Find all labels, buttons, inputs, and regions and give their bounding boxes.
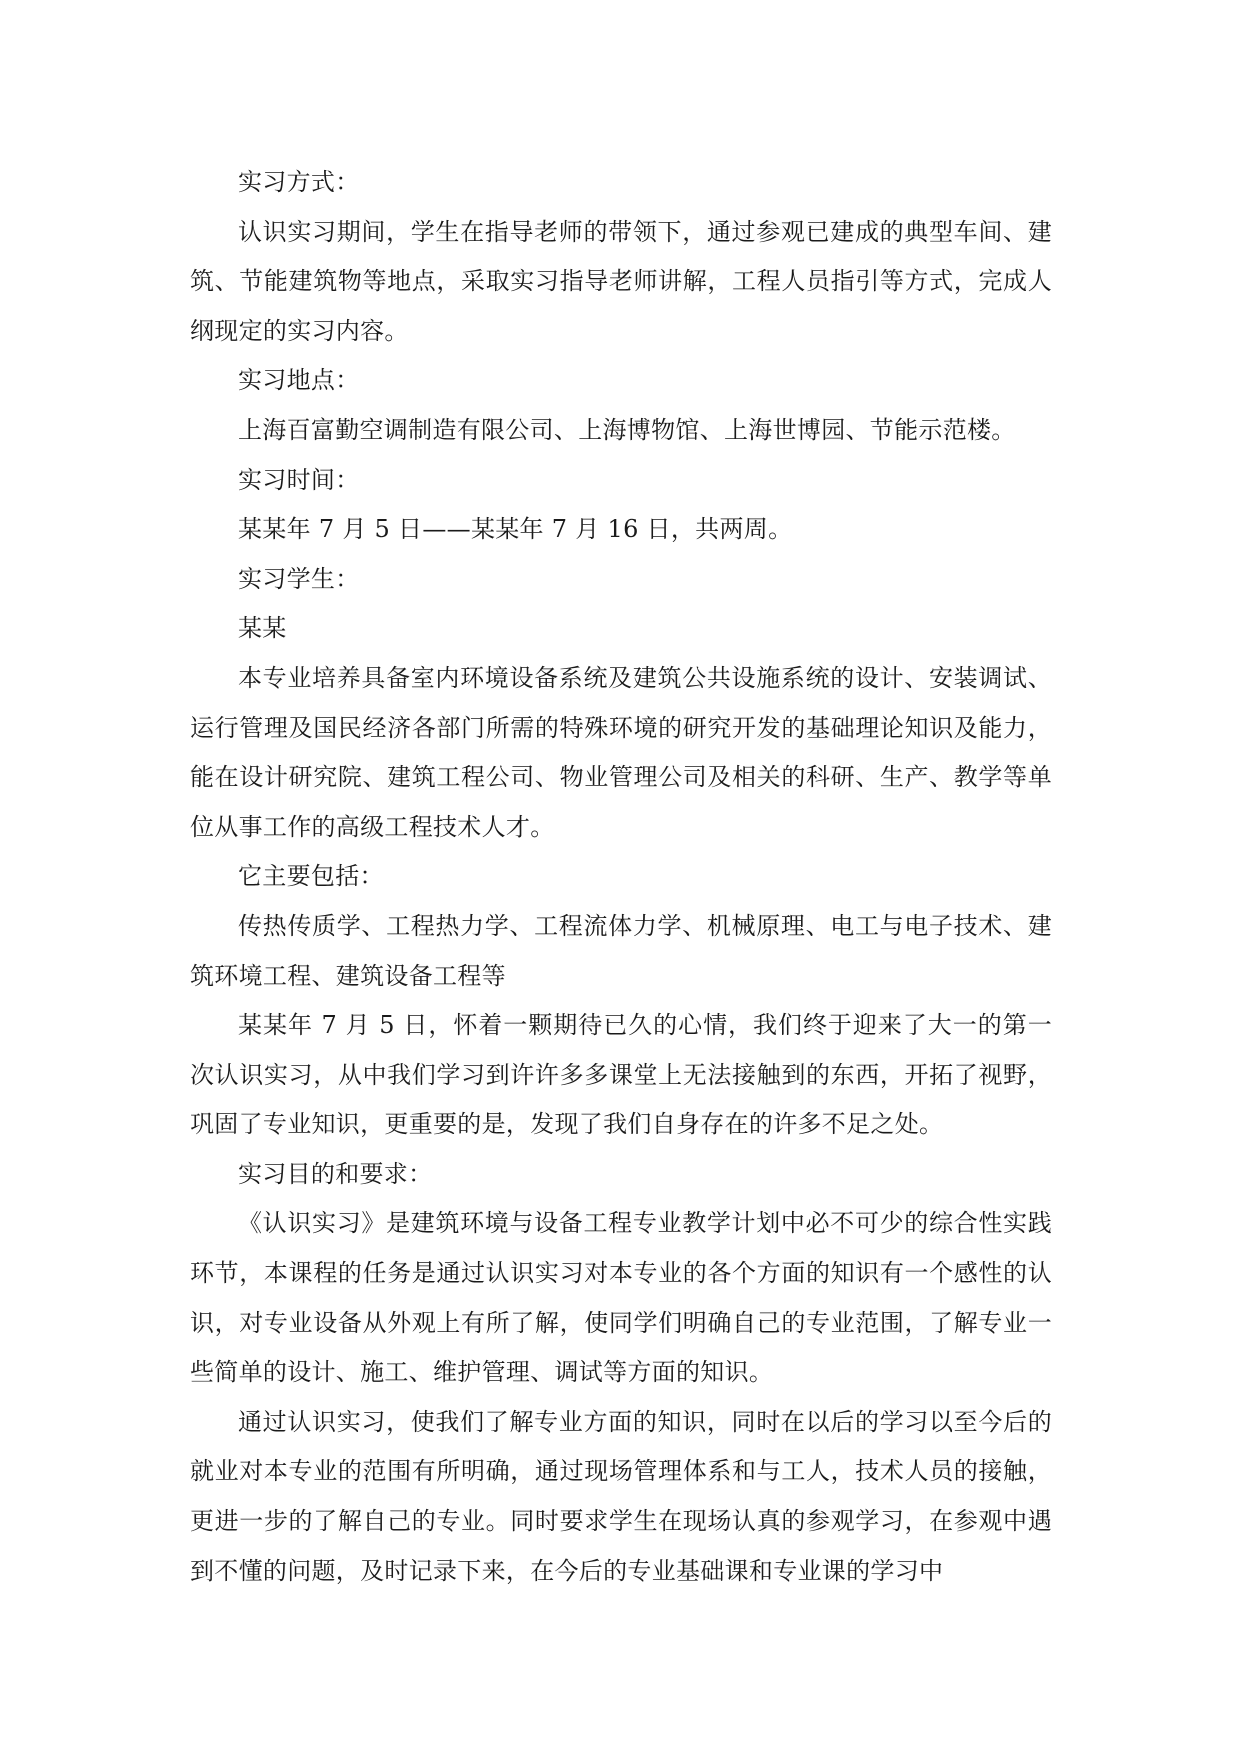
paragraph-location-heading: 实习地点：: [238, 366, 360, 395]
document-body: [190, 158, 1052, 1596]
paragraph-time-body: 某某年 7 月 5 日——某某年 7 月 16 日，共两周。: [238, 515, 793, 544]
paragraph-student-body: 某某: [238, 614, 287, 643]
paragraph-student-heading: 实习学生：: [238, 564, 360, 593]
paragraph-purpose-heading: 实习目的和要求：: [238, 1159, 433, 1188]
paragraph-method-body: 认识实习期间，学生在指导老师的带领下，通过参观已建成的典型车间、建筑、节能建筑物等地点，采取实习指导老师讲解，工程人员指引等方式，完成人纲现定的实习内容。: [190, 217, 1052, 345]
paragraph-location-body: 上海百富勤空调制造有限公司、上海博物馆、上海世博园、节能示范楼。: [238, 415, 1016, 444]
paragraph-method-heading: 实习方式：: [238, 168, 360, 196]
paragraph-purpose-body: 《认识实习》是建筑环境与设备工程专业教学计划中必不可少的综合性实践环节，本课程的任务是通过认识实习对本专业的各个方面的知识有一个感性的认识，对专业设备从外观上有所了解，使同学们明确自己的专业范围，了解专业一些简单的设计、施工、维护管理、调试等方面的知识。: [190, 1209, 1052, 1387]
paragraph-includes-heading: 它主要包括：: [238, 862, 384, 891]
paragraph-includes-body: 传热传质学、工程热力学、工程流体力学、机械原理、电工与电子技术、建筑环境工程、建筑设备工程等: [190, 911, 1052, 990]
paragraph-time-heading: 实习时间：: [238, 465, 360, 494]
paragraph-intro: 某某年 7 月 5 日，怀着一颗期待已久的心情，我们终于迎来了大一的第一次认识实习，从中我们学习到许许多多课堂上无法接触到的东西，开拓了视野，巩固了专业知识，更重要的是，发现了我们自身存在的许多不足之处。: [190, 1011, 1052, 1139]
paragraph-major-description: 本专业培养具备室内环境设备系统及建筑公共设施系统的设计、安装调试、运行管理及国民经济各部门所需的特殊环境的研究开发的基础理论知识及能力，能在设计研究院、建筑工程公司、物业管理公司及相关的科研、生产、教学等单位从事工作的高级工程技术人才。: [190, 663, 1052, 841]
paragraph-purpose-continued: 通过认识实习，使我们了解专业方面的知识，同时在以后的学习以至今后的就业对本专业的范围有所明确，通过现场管理体系和与工人，技术人员的接触，更进一步的了解自己的专业。同时要求学生在现场认真的参观学习，在参观中遇到不懂的问题，及时记录下来，在今后的专业基础课和专业课的学习中: [190, 1407, 1052, 1585]
